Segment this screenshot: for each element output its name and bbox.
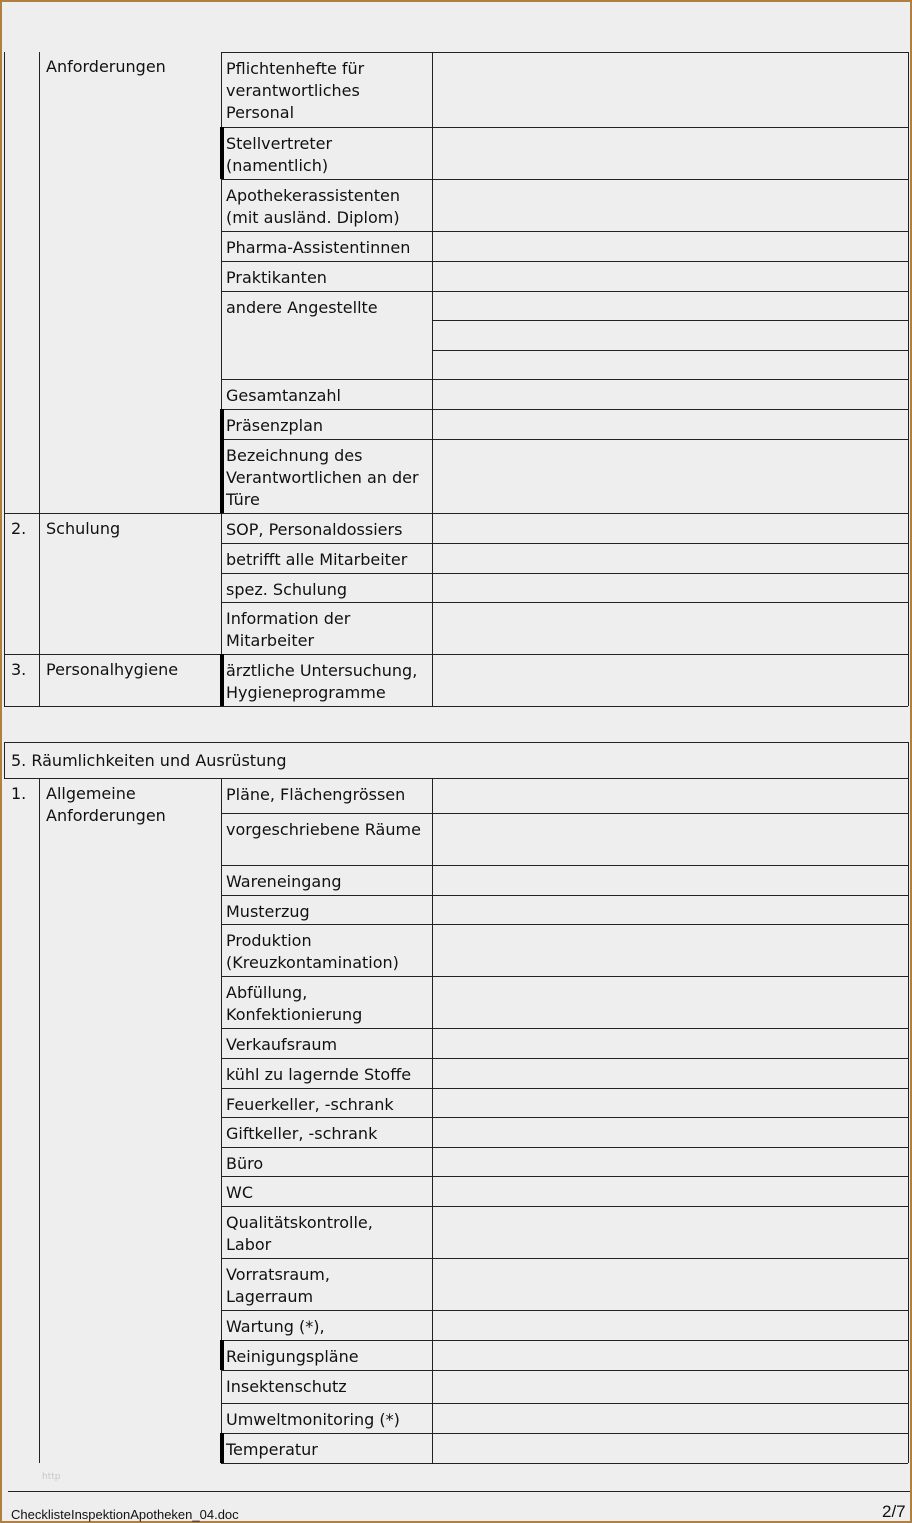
table-rule (4, 52, 5, 706)
row-label: Temperatur (226, 1440, 318, 1459)
change-marker (220, 127, 224, 179)
category-label: Schulung (46, 519, 121, 538)
table-rule (221, 1147, 908, 1148)
table-rule (221, 895, 908, 896)
row-label: Bezeichnung des Verantwortlichen an der Türe (226, 446, 419, 509)
table-rule (221, 127, 908, 128)
row-label: Giftkeller, -schrank (226, 1124, 378, 1143)
table-rule (221, 231, 908, 232)
table-rule (221, 179, 908, 180)
row-number: 2. (11, 519, 27, 538)
table-rule (221, 52, 908, 53)
table-rule (432, 52, 433, 706)
row-label: Pläne, Flächengrössen (226, 785, 406, 804)
row-label: Verkaufsraum (226, 1035, 338, 1054)
table-rule (221, 409, 908, 410)
row-label: Feuerkeller, -schrank (226, 1095, 394, 1114)
table-rule (4, 742, 908, 743)
table-rule (4, 654, 908, 655)
table-rule (221, 1258, 908, 1259)
table-rule (221, 1403, 908, 1404)
row-label: Pharma-Assistentinnen (226, 238, 411, 257)
category-label: Anforderungen (46, 57, 166, 76)
row-label: Abfüllung, Konfektionierung (226, 983, 363, 1024)
row-label: Apothekerassistenten (mit ausländ. Diplom) (226, 186, 401, 227)
table-rule (221, 291, 908, 292)
table-rule (221, 602, 908, 603)
row-label: Insektenschutz (226, 1377, 347, 1396)
row-label: Gesamtanzahl (226, 386, 341, 405)
row-label: Pflichtenhefte für verantwortliches Personal (226, 59, 365, 122)
row-label: Wareneingang (226, 872, 342, 891)
row-label: Büro (226, 1154, 264, 1173)
row-label: Qualitätskontrolle, Labor (226, 1213, 373, 1254)
table-rule (221, 1340, 908, 1341)
table-rule (221, 543, 908, 544)
table-rule (221, 1058, 908, 1059)
table-rule (221, 1433, 908, 1434)
row-number: 1. (11, 784, 27, 803)
table-rule (221, 865, 908, 866)
footer-page-number: 2/7 (882, 1502, 906, 1521)
table-rule (221, 1028, 908, 1029)
table-rule (39, 52, 40, 706)
table-rule (221, 1370, 908, 1371)
table-rule (221, 1176, 908, 1177)
table-rule (8, 1491, 910, 1492)
category-label: Allgemeine Anforderungen (46, 784, 166, 825)
change-marker (220, 654, 224, 706)
category-label: Personalhygiene (46, 660, 179, 679)
table-rule (221, 976, 908, 977)
table-rule (221, 439, 908, 440)
row-label: betrifft alle Mitarbeiter (226, 550, 408, 569)
row-label: Reinigungspläne (226, 1347, 359, 1366)
change-marker (220, 1340, 224, 1370)
row-label: SOP, Personaldossiers (226, 520, 403, 539)
table-rule (221, 1088, 908, 1089)
table-rule (908, 742, 909, 1463)
table-rule (221, 1310, 908, 1311)
row-label: vorgeschriebene Räume (226, 820, 421, 839)
table-rule (4, 742, 5, 778)
table-rule (221, 1463, 908, 1464)
row-label: Präsenzplan (226, 416, 324, 435)
row-label: Information der Mitarbeiter (226, 609, 351, 650)
row-label: Produktion (Kreuzkontamination) (226, 931, 399, 972)
row-label: Stellvertreter (namentlich) (226, 134, 333, 175)
table-rule (221, 778, 908, 779)
row-label: kühl zu lagernde Stoffe (226, 1065, 412, 1084)
table-rule (221, 1206, 908, 1207)
table-rule (221, 379, 908, 380)
row-label: andere Angestellte (226, 298, 378, 317)
change-marker (220, 409, 224, 513)
row-label: Wartung (*), (226, 1317, 325, 1336)
row-label: Musterzug (226, 902, 310, 921)
table-rule (221, 573, 908, 574)
table-rule (39, 778, 40, 1463)
row-label: ärztliche Untersuchung, Hygieneprogramme (226, 661, 418, 702)
table-rule (4, 513, 908, 514)
row-label: spez. Schulung (226, 580, 348, 599)
row-label: Vorratsraum, Lagerraum (226, 1265, 330, 1306)
watermark: http (42, 1472, 61, 1482)
table-rule (221, 1117, 908, 1118)
row-label: Umweltmonitoring (*) (226, 1410, 400, 1429)
table-rule (908, 52, 909, 706)
table-rule (432, 350, 908, 351)
table-rule (221, 261, 908, 262)
table-rule (4, 706, 908, 707)
table-rule (221, 924, 908, 925)
table-rule (432, 320, 908, 321)
row-number: 3. (11, 660, 27, 679)
change-marker (220, 1433, 224, 1463)
footer-filename: ChecklisteInspektionApotheken_04.doc (11, 1507, 239, 1522)
table-rule (432, 778, 433, 1463)
table-rule (221, 813, 908, 814)
section-title: 5. Räumlichkeiten und Ausrüstung (11, 751, 287, 770)
row-label: WC (226, 1183, 253, 1202)
row-label: Praktikanten (226, 268, 327, 287)
